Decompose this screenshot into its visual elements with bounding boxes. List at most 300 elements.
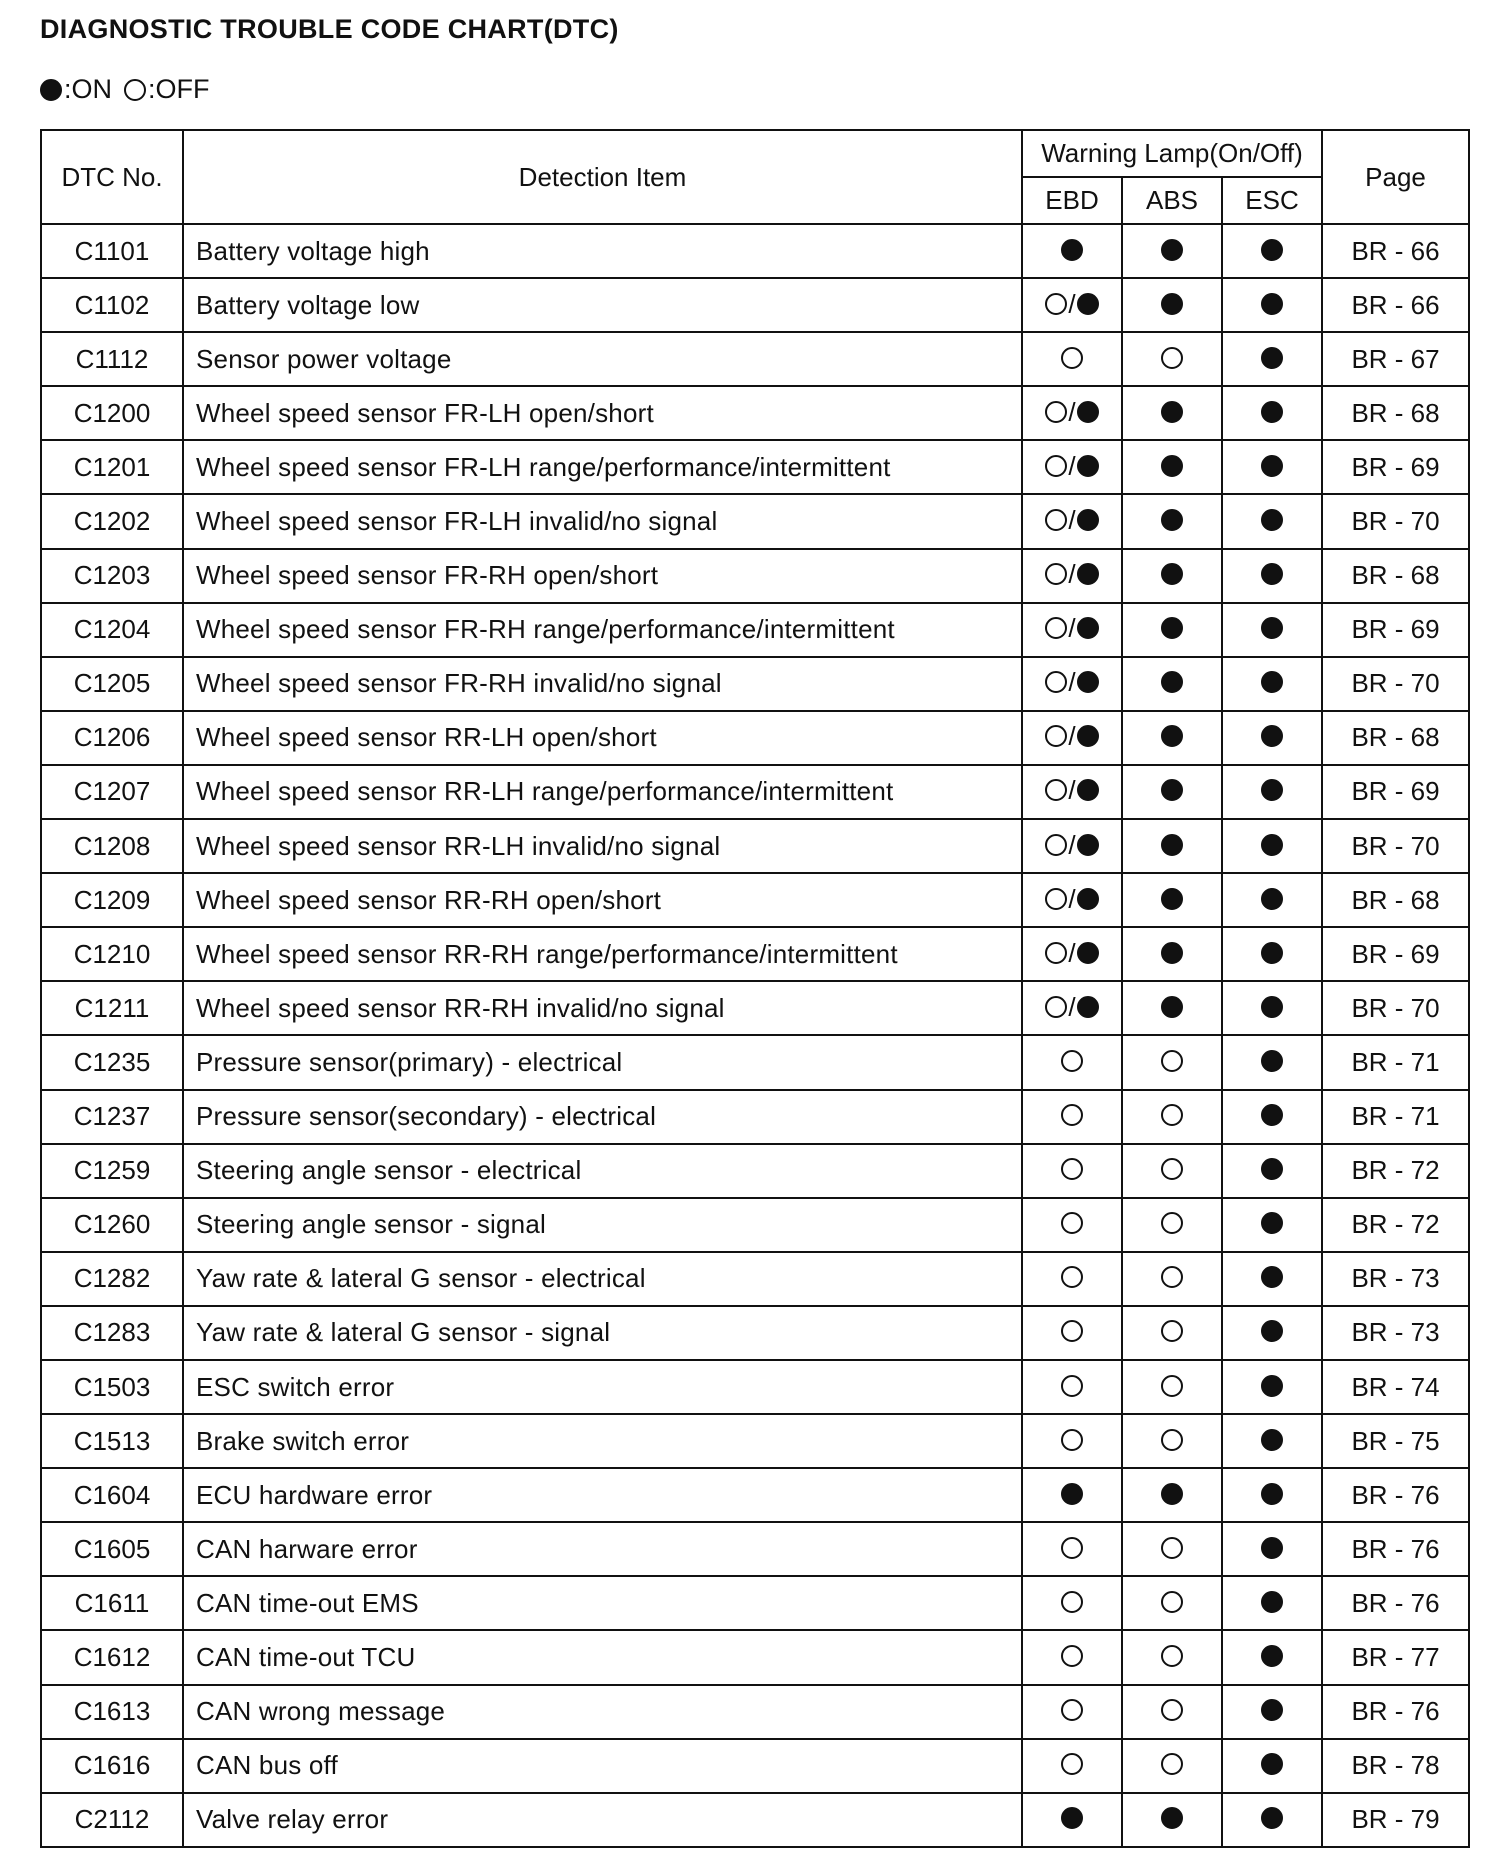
page-ref: BR - 70 (1322, 657, 1469, 711)
dtc-code: C1283 (41, 1306, 183, 1360)
lamp-indicator (1161, 613, 1183, 643)
lamp-ebd-cell (1022, 927, 1122, 981)
table-row (41, 603, 1469, 657)
lamp-ebd-cell (1022, 1360, 1122, 1414)
lamp-indicator (1045, 559, 1098, 589)
page-ref: BR - 70 (1322, 819, 1469, 873)
lamp-indicator (1061, 343, 1083, 373)
lamp-indicator (1045, 830, 1098, 860)
page-ref: BR - 69 (1322, 440, 1469, 494)
lamp-abs-cell (1122, 549, 1222, 603)
filled-circle-icon (1061, 239, 1083, 261)
dtc-code: C1237 (41, 1090, 183, 1144)
lamp-abs-cell (1122, 440, 1222, 494)
table-row (41, 711, 1469, 765)
detection-item: Wheel speed sensor FR-RH range/performance/intermittent (183, 603, 1022, 657)
lamp-esc-cell (1222, 603, 1322, 657)
detection-item: Wheel speed sensor FR-LH invalid/no signal (183, 494, 1022, 548)
lamp-indicator (1261, 884, 1283, 914)
lamp-indicator (1261, 397, 1283, 427)
filled-circle-icon (1261, 779, 1283, 801)
lamp-indicator (1261, 505, 1283, 535)
lamp-indicator (1261, 289, 1283, 319)
lamp-indicator (1161, 505, 1183, 535)
table-row (41, 1414, 1469, 1468)
empty-circle-icon (1161, 1375, 1183, 1397)
lamp-esc-cell (1222, 1090, 1322, 1144)
lamp-indicator (1161, 1425, 1183, 1455)
lamp-ebd-cell (1022, 1198, 1122, 1252)
lamp-indicator (1061, 235, 1083, 265)
slash-separator: / (1068, 991, 1076, 1022)
filled-circle-icon (1077, 455, 1099, 477)
dtc-code: C1208 (41, 819, 183, 873)
detection-item: CAN time-out EMS (183, 1576, 1022, 1630)
filled-circle-icon (1261, 1050, 1283, 1072)
lamp-indicator (1261, 1371, 1283, 1401)
page-ref: BR - 66 (1322, 278, 1469, 332)
filled-circle-icon (1161, 834, 1183, 856)
lamp-esc-cell (1222, 711, 1322, 765)
filled-circle-icon (1161, 509, 1183, 531)
header-ebd: EBD (1022, 177, 1122, 224)
slash-separator: / (1068, 829, 1076, 860)
filled-circle-icon (1261, 1320, 1283, 1342)
dtc-code: C1235 (41, 1035, 183, 1089)
filled-circle-icon (1261, 1807, 1283, 1829)
filled-circle-icon (1261, 1537, 1283, 1559)
lamp-indicator (1045, 667, 1098, 697)
lamp-abs-cell (1122, 873, 1222, 927)
page-ref: BR - 78 (1322, 1739, 1469, 1793)
lamp-ebd-cell (1022, 1090, 1122, 1144)
empty-circle-icon (1161, 1266, 1183, 1288)
lamp-abs-cell (1122, 981, 1222, 1035)
slash-separator: / (1068, 288, 1076, 319)
lamp-ebd-cell (1022, 1793, 1122, 1847)
lamp-ebd-cell (1022, 440, 1122, 494)
empty-circle-icon (1161, 347, 1183, 369)
filled-circle-icon (1161, 455, 1183, 477)
empty-circle-icon (1045, 455, 1067, 477)
lamp-ebd-cell (1022, 1576, 1122, 1630)
lamp-ebd-cell (1022, 224, 1122, 278)
filled-circle-icon (1261, 1429, 1283, 1451)
lamp-indicator (1261, 1425, 1283, 1455)
lamp-esc-cell (1222, 332, 1322, 386)
table-row (41, 332, 1469, 386)
lamp-abs-cell (1122, 1360, 1222, 1414)
filled-circle-icon (1261, 1483, 1283, 1505)
legend-off-label: :OFF (148, 74, 210, 104)
empty-circle-icon (1161, 1158, 1183, 1180)
page-ref: BR - 71 (1322, 1035, 1469, 1089)
page-ref: BR - 76 (1322, 1685, 1469, 1739)
detection-item: Brake switch error (183, 1414, 1022, 1468)
filled-circle-icon (1261, 1158, 1283, 1180)
lamp-indicator (1161, 938, 1183, 968)
lamp-indicator (1261, 1316, 1283, 1346)
page-ref: BR - 72 (1322, 1144, 1469, 1198)
lamp-indicator (1261, 1695, 1283, 1725)
lamp-abs-cell (1122, 1306, 1222, 1360)
empty-circle-icon (1061, 1375, 1083, 1397)
lamp-indicator (1061, 1316, 1083, 1346)
filled-circle-icon (1261, 888, 1283, 910)
dtc-code: C1207 (41, 765, 183, 819)
lamp-indicator (1061, 1208, 1083, 1238)
dtc-code: C1612 (41, 1630, 183, 1684)
page-ref: BR - 69 (1322, 927, 1469, 981)
detection-item: Wheel speed sensor RR-RH range/performance/intermittent (183, 927, 1022, 981)
lamp-indicator (1161, 1641, 1183, 1671)
lamp-ebd-cell (1022, 1144, 1122, 1198)
lamp-ebd-cell (1022, 1739, 1122, 1793)
empty-circle-icon (1045, 617, 1067, 639)
table-row (41, 1198, 1469, 1252)
detection-item: Yaw rate & lateral G sensor - electrical (183, 1252, 1022, 1306)
lamp-ebd-cell (1022, 1522, 1122, 1576)
table-row (41, 386, 1469, 440)
lamp-esc-cell (1222, 819, 1322, 873)
lamp-abs-cell (1122, 1739, 1222, 1793)
filled-circle-icon (1261, 563, 1283, 585)
table-row (41, 657, 1469, 711)
lamp-indicator (1261, 1046, 1283, 1076)
lamp-indicator (1261, 667, 1283, 697)
lamp-abs-cell (1122, 1630, 1222, 1684)
lamp-indicator (1061, 1046, 1083, 1076)
filled-circle-icon (1161, 996, 1183, 1018)
dtc-code: C1513 (41, 1414, 183, 1468)
lamp-indicator (1161, 830, 1183, 860)
filled-circle-icon (1077, 401, 1099, 423)
detection-item: Steering angle sensor - electrical (183, 1144, 1022, 1198)
table-row (41, 1522, 1469, 1576)
lamp-esc-cell (1222, 440, 1322, 494)
lamp-ebd-cell (1022, 981, 1122, 1035)
empty-circle-icon (1045, 563, 1067, 585)
lamp-indicator (1261, 1208, 1283, 1238)
lamp-esc-cell (1222, 1306, 1322, 1360)
lamp-esc-cell (1222, 494, 1322, 548)
lamp-abs-cell (1122, 711, 1222, 765)
lamp-esc-cell (1222, 981, 1322, 1035)
filled-circle-icon (1161, 725, 1183, 747)
page-ref: BR - 70 (1322, 981, 1469, 1035)
filled-circle-icon (1161, 942, 1183, 964)
dtc-code: C1204 (41, 603, 183, 657)
lamp-indicator (1161, 775, 1183, 805)
empty-circle-icon (1061, 1645, 1083, 1667)
lamp-indicator (1261, 1262, 1283, 1292)
header-esc: ESC (1222, 177, 1322, 224)
lamp-esc-cell (1222, 549, 1322, 603)
slash-separator: / (1068, 450, 1076, 481)
lamp-ebd-cell (1022, 657, 1122, 711)
page-ref: BR - 68 (1322, 549, 1469, 603)
detection-item: ECU hardware error (183, 1468, 1022, 1522)
lamp-indicator (1161, 1371, 1183, 1401)
page-ref: BR - 66 (1322, 224, 1469, 278)
lamp-abs-cell (1122, 1144, 1222, 1198)
lamp-indicator (1261, 1749, 1283, 1779)
empty-circle-icon (1061, 1266, 1083, 1288)
lamp-abs-cell (1122, 1252, 1222, 1306)
lamp-esc-cell (1222, 1252, 1322, 1306)
lamp-indicator (1161, 992, 1183, 1022)
lamp-indicator (1161, 1749, 1183, 1779)
table-row (41, 278, 1469, 332)
dtc-code: C1616 (41, 1739, 183, 1793)
page-ref: BR - 68 (1322, 386, 1469, 440)
lamp-indicator (1045, 451, 1098, 481)
dtc-code: C1503 (41, 1360, 183, 1414)
empty-circle-icon (1061, 1591, 1083, 1613)
detection-item: Battery voltage low (183, 278, 1022, 332)
lamp-abs-cell (1122, 494, 1222, 548)
lamp-indicator (1261, 1100, 1283, 1130)
table-row (41, 440, 1469, 494)
filled-circle-icon (1261, 1753, 1283, 1775)
lamp-indicator (1045, 505, 1098, 535)
lamp-indicator (1261, 343, 1283, 373)
lamp-esc-cell (1222, 1144, 1322, 1198)
lamp-indicator (1161, 1208, 1183, 1238)
lamp-indicator (1161, 1100, 1183, 1130)
detection-item: CAN harware error (183, 1522, 1022, 1576)
table-row (41, 1090, 1469, 1144)
filled-circle-icon (1261, 239, 1283, 261)
lamp-abs-cell (1122, 332, 1222, 386)
lamp-abs-cell (1122, 1035, 1222, 1089)
dtc-table (40, 129, 1470, 1848)
dtc-code: C1259 (41, 1144, 183, 1198)
filled-circle-icon (1077, 671, 1099, 693)
lamp-indicator (1161, 1479, 1183, 1509)
header-detection-item: Detection Item (183, 130, 1022, 224)
lamp-esc-cell (1222, 1793, 1322, 1847)
dtc-code: C1200 (41, 386, 183, 440)
dtc-code: C2112 (41, 1793, 183, 1847)
table-row (41, 1739, 1469, 1793)
filled-circle-icon (1077, 293, 1099, 315)
filled-circle-icon (40, 79, 62, 101)
dtc-code: C1260 (41, 1198, 183, 1252)
lamp-esc-cell (1222, 1739, 1322, 1793)
empty-circle-icon (1161, 1429, 1183, 1451)
lamp-indicator (1161, 1695, 1183, 1725)
lamp-ebd-cell (1022, 1035, 1122, 1089)
lamp-abs-cell (1122, 765, 1222, 819)
table-row (41, 819, 1469, 873)
lamp-indicator (1161, 1803, 1183, 1833)
empty-circle-icon (1161, 1645, 1183, 1667)
page-ref: BR - 69 (1322, 603, 1469, 657)
dtc-code: C1101 (41, 224, 183, 278)
lamp-abs-cell (1122, 1198, 1222, 1252)
lamp-indicator (1261, 1533, 1283, 1563)
page-ref: BR - 73 (1322, 1306, 1469, 1360)
filled-circle-icon (1261, 725, 1283, 747)
filled-circle-icon (1161, 401, 1183, 423)
lamp-ebd-cell (1022, 386, 1122, 440)
detection-item: Pressure sensor(secondary) - electrical (183, 1090, 1022, 1144)
lamp-indicator (1045, 775, 1098, 805)
lamp-indicator (1061, 1262, 1083, 1292)
page-ref: BR - 68 (1322, 711, 1469, 765)
table-row (41, 873, 1469, 927)
empty-circle-icon (1045, 834, 1067, 856)
lamp-indicator (1061, 1371, 1083, 1401)
empty-circle-icon (1045, 401, 1067, 423)
empty-circle-icon (1061, 1104, 1083, 1126)
filled-circle-icon (1261, 509, 1283, 531)
lamp-esc-cell (1222, 1685, 1322, 1739)
header-dtc-no: DTC No. (41, 130, 183, 224)
lamp-indicator (1045, 721, 1098, 751)
filled-circle-icon (1077, 617, 1099, 639)
empty-circle-icon (1161, 1212, 1183, 1234)
empty-circle-icon (1161, 1320, 1183, 1342)
page-ref: BR - 75 (1322, 1414, 1469, 1468)
lamp-ebd-cell (1022, 819, 1122, 873)
table-row (41, 1468, 1469, 1522)
dtc-code: C1209 (41, 873, 183, 927)
filled-circle-icon (1261, 996, 1283, 1018)
slash-separator: / (1068, 559, 1076, 590)
lamp-esc-cell (1222, 1414, 1322, 1468)
page-ref: BR - 77 (1322, 1630, 1469, 1684)
lamp-indicator (1045, 397, 1098, 427)
table-row (41, 765, 1469, 819)
slash-separator: / (1068, 883, 1076, 914)
lamp-indicator (1261, 1479, 1283, 1509)
lamp-abs-cell (1122, 603, 1222, 657)
page-ref: BR - 71 (1322, 1090, 1469, 1144)
lamp-abs-cell (1122, 657, 1222, 711)
dtc-code: C1203 (41, 549, 183, 603)
lamp-abs-cell (1122, 819, 1222, 873)
lamp-abs-cell (1122, 1685, 1222, 1739)
empty-circle-icon (1045, 942, 1067, 964)
filled-circle-icon (1161, 888, 1183, 910)
table-row (41, 1576, 1469, 1630)
page-ref: BR - 76 (1322, 1522, 1469, 1576)
dtc-code: C1201 (41, 440, 183, 494)
lamp-indicator (1261, 559, 1283, 589)
filled-circle-icon (1161, 779, 1183, 801)
table-row (41, 1793, 1469, 1847)
lamp-indicator (1261, 721, 1283, 751)
filled-circle-icon (1061, 1807, 1083, 1829)
filled-circle-icon (1161, 671, 1183, 693)
lamp-ebd-cell (1022, 1306, 1122, 1360)
page-ref: BR - 76 (1322, 1576, 1469, 1630)
lamp-indicator (1061, 1533, 1083, 1563)
lamp-indicator (1061, 1587, 1083, 1617)
lamp-abs-cell (1122, 1090, 1222, 1144)
detection-item: CAN time-out TCU (183, 1630, 1022, 1684)
lamp-indicator (1045, 613, 1098, 643)
lamp-esc-cell (1222, 1360, 1322, 1414)
filled-circle-icon (1077, 888, 1099, 910)
lamp-indicator (1261, 938, 1283, 968)
lamp-ebd-cell (1022, 1630, 1122, 1684)
dtc-code: C1611 (41, 1576, 183, 1630)
table-row (41, 1306, 1469, 1360)
detection-item: Valve relay error (183, 1793, 1022, 1847)
detection-item: Steering angle sensor - signal (183, 1198, 1022, 1252)
detection-item: CAN bus off (183, 1739, 1022, 1793)
lamp-indicator (1261, 1587, 1283, 1617)
lamp-esc-cell (1222, 1522, 1322, 1576)
lamp-indicator (1161, 451, 1183, 481)
lamp-indicator (1061, 1749, 1083, 1779)
filled-circle-icon (1261, 1591, 1283, 1613)
table-row (41, 1144, 1469, 1198)
filled-circle-icon (1261, 1645, 1283, 1667)
filled-circle-icon (1261, 834, 1283, 856)
detection-item: Wheel speed sensor FR-LH range/performance/intermittent (183, 440, 1022, 494)
lamp-indicator (1261, 775, 1283, 805)
lamp-indicator (1061, 1803, 1083, 1833)
slash-separator: / (1068, 667, 1076, 698)
page-ref: BR - 69 (1322, 765, 1469, 819)
table-row (41, 549, 1469, 603)
lamp-indicator (1161, 884, 1183, 914)
lamp-indicator (1161, 1262, 1183, 1292)
header-page: Page (1322, 130, 1469, 224)
lamp-indicator (1061, 1154, 1083, 1184)
filled-circle-icon (1261, 1375, 1283, 1397)
lamp-ebd-cell (1022, 1685, 1122, 1739)
page-ref: BR - 74 (1322, 1360, 1469, 1414)
lamp-indicator (1061, 1100, 1083, 1130)
page-title: DIAGNOSTIC TROUBLE CODE CHART(DTC) (40, 14, 619, 44)
lamp-indicator (1061, 1695, 1083, 1725)
lamp-ebd-cell (1022, 765, 1122, 819)
lamp-legend (40, 74, 210, 105)
empty-circle-icon (1061, 347, 1083, 369)
empty-circle-icon (1061, 1158, 1083, 1180)
detection-item: Wheel speed sensor FR-RH invalid/no signal (183, 657, 1022, 711)
lamp-abs-cell (1122, 1793, 1222, 1847)
lamp-indicator (1261, 613, 1283, 643)
filled-circle-icon (1261, 617, 1283, 639)
table-row (41, 1035, 1469, 1089)
detection-item: CAN wrong message (183, 1685, 1022, 1739)
dtc-table-body (41, 224, 1469, 1847)
lamp-esc-cell (1222, 1198, 1322, 1252)
dtc-code: C1282 (41, 1252, 183, 1306)
lamp-esc-cell (1222, 1576, 1322, 1630)
empty-circle-icon (124, 79, 146, 101)
empty-circle-icon (1045, 671, 1067, 693)
slash-separator: / (1068, 396, 1076, 427)
filled-circle-icon (1261, 401, 1283, 423)
lamp-ebd-cell (1022, 1414, 1122, 1468)
lamp-esc-cell (1222, 765, 1322, 819)
lamp-indicator (1161, 559, 1183, 589)
lamp-ebd-cell (1022, 278, 1122, 332)
detection-item: Wheel speed sensor RR-RH open/short (183, 873, 1022, 927)
table-row (41, 981, 1469, 1035)
filled-circle-icon (1261, 1699, 1283, 1721)
lamp-abs-cell (1122, 278, 1222, 332)
dtc-code: C1112 (41, 332, 183, 386)
lamp-indicator (1161, 667, 1183, 697)
